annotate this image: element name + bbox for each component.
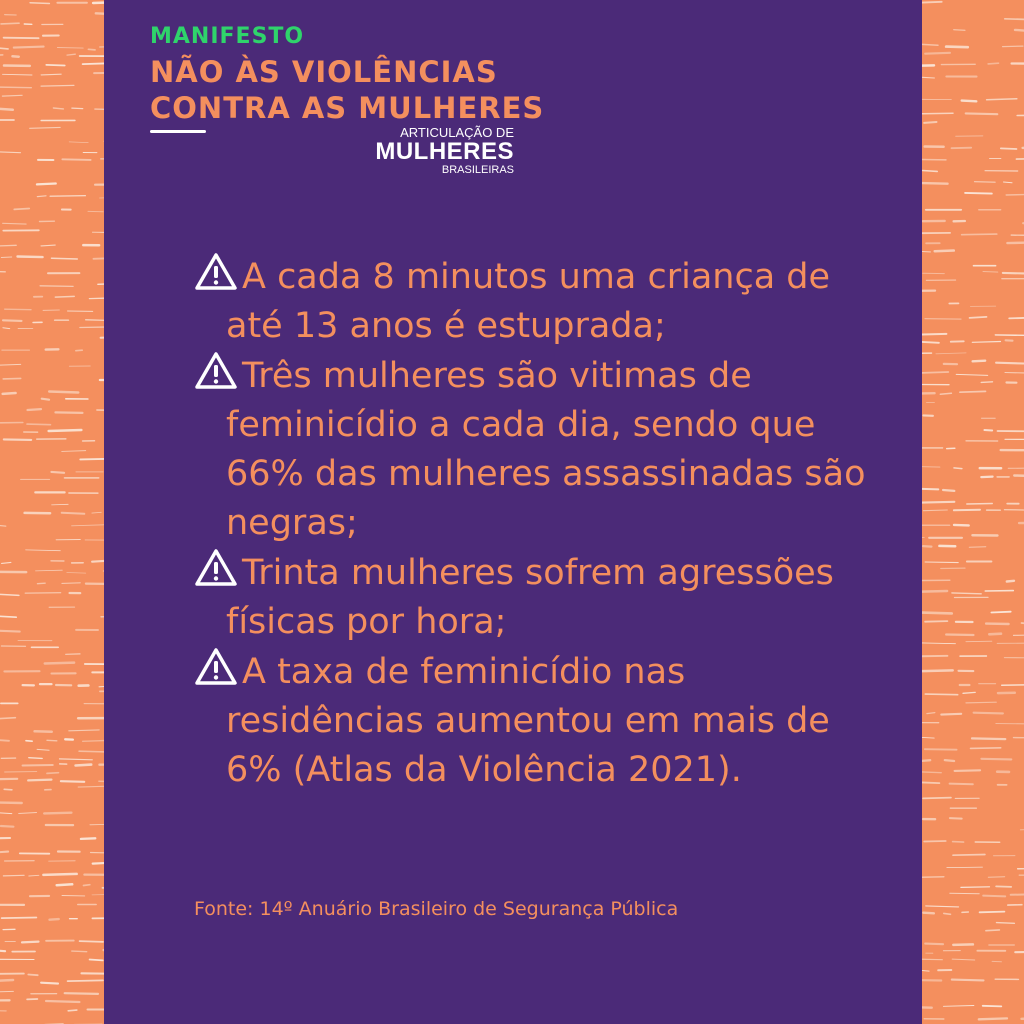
texture-streak (62, 451, 86, 452)
texture-streak (979, 1018, 1007, 1019)
texture-streak (68, 980, 103, 981)
texture-streak (47, 773, 59, 774)
texture-streak (1016, 159, 1024, 160)
texture-streak (53, 108, 63, 109)
texture-streak (42, 399, 49, 400)
texture-streak (922, 782, 939, 783)
texture-streak (88, 49, 95, 50)
texture-streak (79, 751, 104, 752)
texture-streak (0, 813, 12, 814)
texture-streak (3, 378, 21, 379)
manifesto-panel (104, 0, 922, 1024)
texture-streak (4, 789, 12, 790)
texture-streak (1001, 148, 1017, 149)
texture-streak (950, 784, 973, 785)
texture-streak (922, 372, 948, 373)
texture-streak (925, 53, 950, 54)
texture-streak (62, 513, 85, 514)
texture-streak (922, 959, 942, 960)
texture-streak (0, 594, 19, 595)
logo-line-2: MULHERES (375, 138, 514, 165)
texture-streak (922, 772, 941, 773)
texture-streak (57, 884, 72, 885)
texture-streak (962, 101, 977, 102)
texture-streak (90, 960, 103, 961)
fact-item (172, 548, 892, 647)
texture-streak (3, 328, 10, 329)
texture-streak (35, 731, 52, 732)
texture-streak (922, 760, 930, 761)
texture-streak (946, 47, 968, 48)
texture-streak (3, 320, 22, 321)
texture-streak (49, 392, 78, 393)
texture-streak (0, 87, 31, 88)
texture-streak (0, 718, 15, 719)
texture-streak (996, 886, 1011, 887)
manifesto-headline (150, 54, 630, 126)
texture-streak (935, 251, 954, 252)
warning-icon (194, 647, 238, 687)
texture-streak (956, 374, 988, 375)
texture-streak (72, 951, 87, 952)
texture-streak (954, 510, 980, 511)
texture-streak (960, 391, 986, 392)
texture-streak (45, 663, 74, 664)
texture-streak (922, 44, 938, 45)
texture-streak (89, 298, 104, 299)
texture-streak (0, 980, 13, 981)
texture-streak (983, 1006, 1002, 1007)
texture-streak (952, 148, 972, 149)
texture-streak (963, 692, 975, 693)
right-textured-border (922, 0, 1024, 1024)
texture-streak (925, 621, 947, 622)
texture-streak (922, 159, 946, 160)
texture-streak (30, 127, 61, 128)
texture-streak (952, 980, 984, 981)
texture-streak (41, 74, 61, 75)
texture-streak (0, 951, 5, 952)
texture-streak (922, 467, 940, 468)
texture-streak (924, 122, 936, 123)
texture-streak (26, 550, 61, 551)
texture-streak (1, 23, 19, 24)
texture-streak (922, 670, 953, 671)
texture-streak (46, 1001, 79, 1002)
texture-streak (90, 824, 104, 825)
texture-streak (943, 490, 954, 491)
texture-streak (78, 786, 104, 787)
texture-streak (1006, 194, 1024, 195)
texture-streak (52, 504, 69, 505)
texture-streak (72, 525, 104, 526)
texture-streak (97, 410, 104, 411)
texture-streak (961, 887, 990, 888)
texture-streak (65, 993, 98, 994)
texture-streak (923, 510, 947, 511)
texture-streak (0, 526, 6, 527)
texture-streak (18, 257, 43, 258)
texture-streak (922, 877, 944, 878)
texture-streak (946, 635, 973, 636)
texture-streak (41, 245, 55, 246)
texture-streak (27, 424, 51, 425)
texture-streak (962, 234, 997, 235)
texture-streak (0, 852, 8, 853)
texture-streak (954, 468, 962, 469)
texture-streak (30, 3, 49, 4)
source-citation: Fonte: 14º Anuário Brasileiro de Segurança Pública (194, 898, 679, 920)
texture-streak (950, 818, 962, 819)
texture-streak (922, 591, 947, 592)
texture-streak (1020, 829, 1024, 830)
texture-streak (922, 183, 948, 184)
texture-streak (80, 327, 104, 328)
texture-streak (1, 257, 11, 258)
texture-streak (947, 867, 983, 868)
texture-streak (3, 223, 27, 224)
texture-streak (84, 885, 90, 886)
texture-streak (954, 525, 969, 526)
texture-streak (926, 906, 959, 907)
texture-streak (974, 713, 1003, 714)
texture-streak (975, 182, 996, 183)
texture-streak (1014, 635, 1024, 636)
texture-streak (86, 320, 104, 321)
texture-streak (925, 749, 957, 750)
texture-streak (922, 613, 952, 614)
texture-streak (940, 393, 951, 394)
texture-streak (0, 740, 9, 741)
fact-item (172, 252, 892, 351)
texture-streak (36, 570, 63, 571)
texture-streak (69, 730, 99, 731)
texture-streak (987, 99, 1017, 100)
texture-streak (953, 855, 985, 856)
texture-streak (0, 631, 20, 632)
texture-streak (936, 353, 966, 354)
texture-streak (989, 634, 1001, 635)
left-textured-border (0, 0, 104, 1024)
texture-streak (14, 47, 44, 48)
texture-streak (37, 196, 46, 197)
texture-streak (0, 48, 8, 49)
texture-streak (61, 781, 84, 782)
texture-streak (92, 512, 101, 513)
amb-logo (374, 126, 514, 176)
texture-streak (922, 502, 954, 503)
texture-streak (922, 643, 956, 644)
texture-streak (3, 74, 33, 75)
fact-text: A taxa de feminicídio nas residências aumentou em mais de 6% (Atlas da Violência 2021). (226, 652, 830, 790)
texture-streak (1, 826, 13, 827)
texture-streak (954, 30, 965, 31)
texture-streak (23, 765, 53, 766)
texture-streak (922, 334, 946, 335)
texture-streak (1011, 894, 1024, 895)
headline-line-2: CONTRA AS MULHERES (150, 91, 545, 125)
fact-item (172, 647, 892, 795)
texture-streak (925, 562, 958, 563)
texture-streak (1009, 318, 1024, 319)
texture-streak (28, 780, 51, 781)
facts-list (172, 252, 892, 795)
texture-streak (988, 63, 998, 64)
texture-streak (22, 942, 39, 943)
texture-streak (72, 108, 83, 109)
texture-streak (2, 918, 37, 919)
texture-streak (62, 583, 80, 584)
texture-streak (927, 713, 935, 714)
texture-streak (41, 85, 74, 86)
texture-streak (92, 561, 104, 562)
texture-streak (965, 193, 992, 194)
texture-streak (0, 364, 21, 365)
texture-streak (4, 439, 31, 440)
texture-streak (972, 738, 1005, 739)
texture-streak (969, 547, 986, 548)
texture-streak (13, 56, 19, 57)
texture-streak (923, 798, 951, 799)
texture-streak (997, 923, 1015, 924)
texture-streak (19, 813, 37, 814)
texture-streak (950, 893, 979, 894)
texture-streak (49, 430, 82, 431)
texture-streak (57, 48, 83, 49)
texture-streak (2, 95, 22, 96)
texture-streak (0, 152, 20, 153)
fact-text: A cada 8 minutos uma criança de até 13 anos é estuprada; (226, 257, 831, 346)
headline-line-1: NÃO ÀS VIOLÊNCIAS (150, 55, 498, 89)
texture-streak (76, 765, 92, 766)
texture-streak (922, 77, 934, 78)
texture-streak (37, 583, 45, 584)
texture-streak (41, 983, 58, 984)
texture-streak (952, 959, 975, 960)
texture-streak (37, 184, 56, 185)
texture-streak (55, 296, 74, 297)
texture-streak (953, 944, 973, 945)
texture-streak (62, 159, 90, 160)
texture-streak (922, 971, 929, 972)
texture-streak (68, 1010, 77, 1011)
fact-text: Três mulheres são vitimas de feminicídio a cada dia, sendo que 66% das mulheres assassinadas são negras; (226, 356, 866, 543)
texture-streak (67, 573, 86, 574)
fact-item (172, 351, 892, 548)
logo-line-1: ARTICULAÇÃO DE (400, 125, 514, 140)
texture-streak (972, 342, 1000, 343)
texture-streak (922, 489, 938, 490)
texture-streak (925, 319, 961, 320)
texture-streak (5, 309, 31, 310)
texture-streak (981, 382, 992, 383)
texture-streak (91, 853, 105, 854)
texture-streak (29, 758, 42, 759)
fact-text: Trinta mulheres sofrem agressões físicas por hora; (226, 553, 834, 642)
texture-streak (943, 1006, 974, 1007)
texture-streak (941, 714, 961, 715)
texture-streak (986, 930, 1000, 931)
texture-streak (93, 863, 104, 864)
texture-streak (980, 912, 1005, 913)
texture-streak (922, 737, 934, 738)
texture-streak (925, 944, 943, 945)
texture-streak (2, 562, 11, 563)
texture-streak (76, 350, 82, 351)
texture-streak (50, 196, 85, 197)
texture-streak (967, 504, 992, 505)
texture-streak (1003, 273, 1024, 274)
texture-streak (991, 612, 1010, 613)
texture-streak (971, 748, 1001, 749)
texture-streak (922, 113, 953, 114)
texture-streak (923, 546, 931, 547)
texture-streak (93, 2, 104, 3)
warning-icon (194, 548, 238, 588)
texture-streak (995, 335, 1024, 336)
texture-streak (40, 286, 73, 287)
texture-streak (26, 741, 32, 742)
texture-streak (988, 877, 1004, 878)
texture-streak (996, 363, 1024, 364)
texture-streak (47, 740, 57, 741)
headline-underline (150, 130, 206, 133)
texture-streak (83, 63, 104, 64)
texture-streak (0, 616, 16, 617)
texture-streak (944, 913, 951, 914)
texture-streak (69, 142, 88, 143)
texture-streak (4, 38, 39, 39)
texture-streak (922, 2, 942, 3)
texture-streak (1004, 182, 1013, 183)
texture-streak (925, 694, 957, 695)
texture-streak (1007, 242, 1024, 243)
texture-streak (81, 838, 95, 839)
texture-streak (922, 656, 947, 657)
texture-streak (966, 113, 998, 114)
texture-streak (28, 409, 42, 410)
texture-streak (984, 430, 992, 431)
texture-streak (966, 641, 992, 642)
texture-streak (945, 760, 954, 761)
texture-streak (1003, 46, 1023, 47)
texture-streak (923, 171, 938, 172)
texture-streak (67, 54, 75, 55)
texture-streak (1007, 581, 1014, 582)
texture-streak (50, 919, 59, 920)
texture-streak (981, 477, 992, 478)
texture-streak (46, 65, 64, 66)
texture-streak (51, 472, 64, 473)
texture-streak (924, 841, 946, 842)
texture-streak (1015, 30, 1024, 31)
texture-streak (28, 975, 37, 976)
texture-streak (43, 874, 76, 875)
texture-streak (0, 109, 13, 110)
texture-streak (52, 258, 78, 259)
texture-streak (0, 803, 22, 804)
texture-streak (56, 412, 83, 413)
texture-streak (922, 342, 939, 343)
texture-streak (14, 209, 29, 210)
texture-streak (966, 702, 996, 703)
texture-streak (94, 258, 105, 259)
warning-icon (194, 351, 238, 391)
texture-streak (96, 13, 104, 14)
texture-streak (973, 361, 986, 362)
texture-streak (83, 740, 104, 741)
texture-streak (983, 896, 1005, 897)
warning-icon (194, 252, 238, 292)
logo-line-3: BRASILEIRAS (441, 164, 514, 176)
texture-streak (92, 894, 104, 895)
texture-streak (952, 593, 981, 594)
texture-streak (955, 770, 981, 771)
manifesto-kicker: MANIFESTO (150, 24, 305, 49)
texture-streak (1005, 19, 1024, 20)
texture-streak (923, 913, 934, 914)
texture-streak (80, 941, 103, 942)
texture-streak (80, 459, 104, 460)
texture-streak (29, 875, 39, 876)
texture-streak (44, 813, 71, 814)
texture-streak (981, 759, 1011, 760)
texture-streak (983, 272, 998, 273)
texture-streak (3, 393, 16, 394)
texture-streak (37, 749, 49, 750)
texture-streak (970, 317, 987, 318)
texture-streak (1005, 373, 1024, 374)
texture-streak (60, 759, 93, 760)
texture-streak (0, 245, 16, 246)
texture-streak (1014, 476, 1024, 477)
texture-streak (953, 842, 964, 843)
texture-streak (3, 875, 24, 876)
texture-streak (82, 973, 105, 974)
